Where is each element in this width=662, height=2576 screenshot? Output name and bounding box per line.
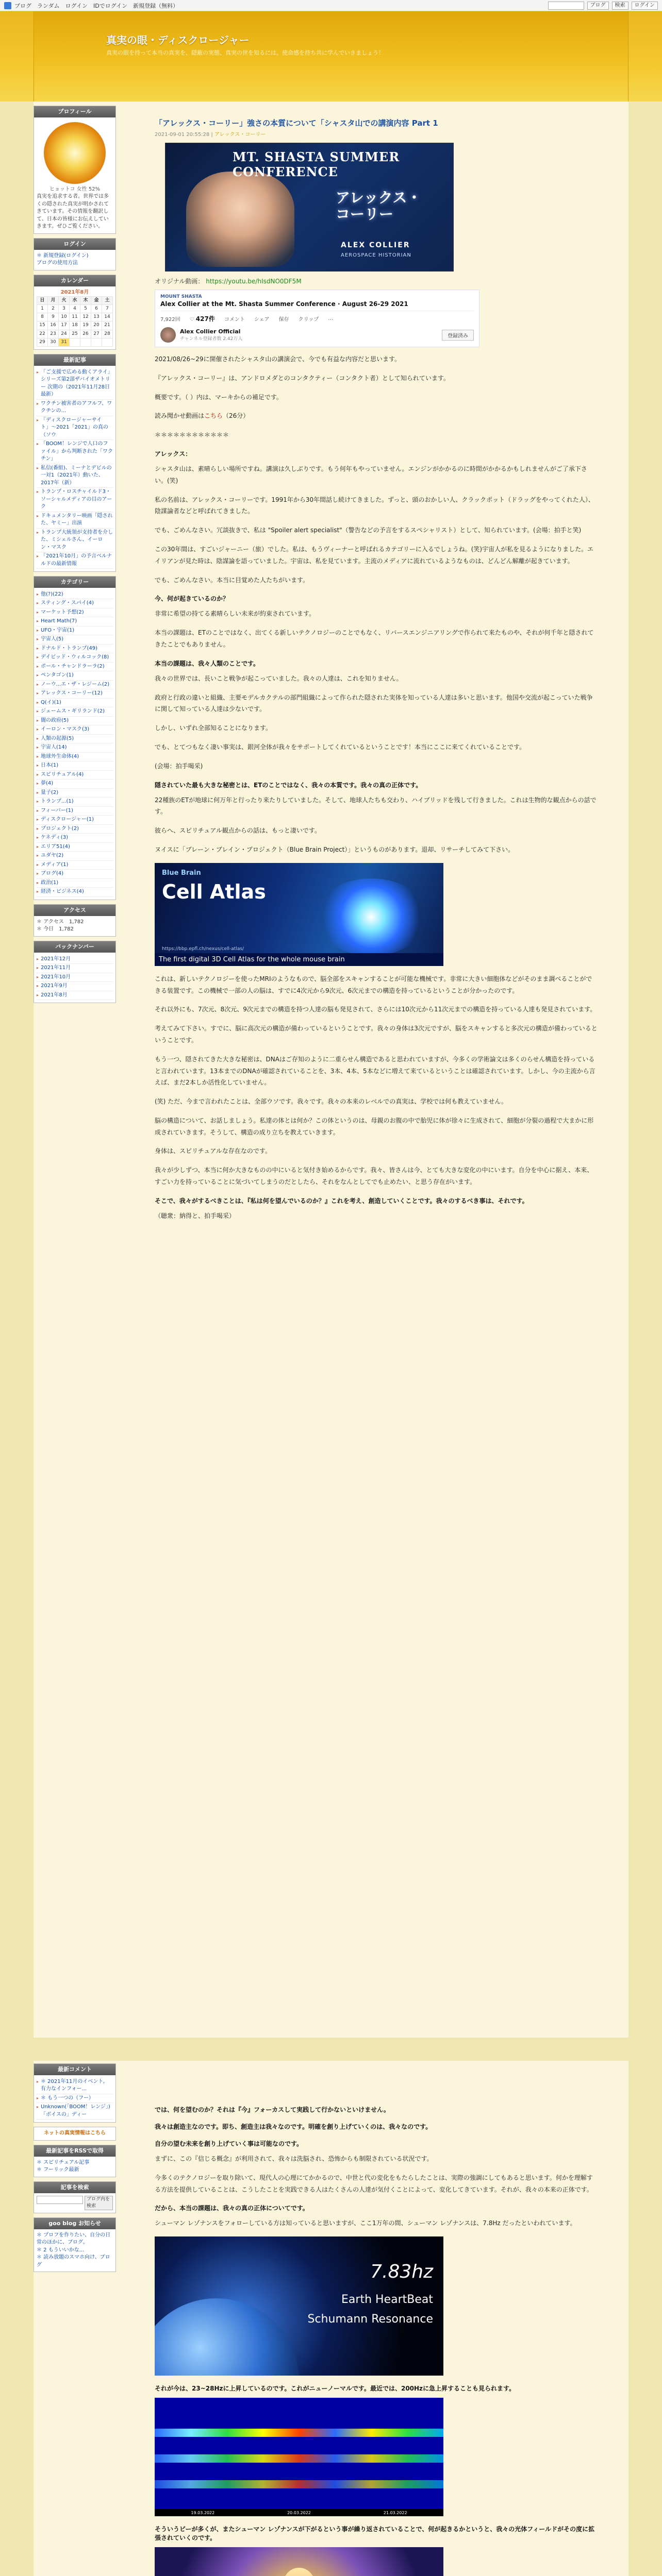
category-item[interactable]: ▸ ドナルド・トランプ(49) — [37, 645, 113, 654]
category-item[interactable]: ▸ フィーバー(1) — [37, 807, 113, 816]
profile-text: 真実を追求する者。世界では多くの隠された真実が明かされてきています。その情報を翻訳して、日本の皆様にお伝えしていきます。ぜひご覧ください。 — [37, 194, 109, 230]
paragraph: （聴衆：納得と、拍手喝采） — [155, 1212, 236, 1219]
category-item[interactable]: ▸ メディア(1) — [37, 861, 113, 870]
hero-katakana-1: アレックス・ — [336, 189, 422, 206]
spectrum-band — [155, 2454, 443, 2463]
paragraph: シャスタ山は、素晴らしい場所ですね。講演は久しぶりです。もう何年もやっていません。エンジンがかかるのに時間がかかるかもしれませんがご了承下さい。(笑) — [155, 465, 587, 484]
paragraph: 概要です。（ ）内は、マーキからの補足です。 — [155, 393, 283, 401]
schumann-image — [155, 2236, 443, 2376]
post-category-link[interactable]: アレックス・コーリー — [214, 132, 266, 138]
goo-news-title: goo blog お知らせ — [34, 2218, 115, 2229]
calendar-day[interactable]: 28 — [102, 330, 113, 338]
calendar-head — [37, 297, 113, 305]
paragraph: ヌイスに「ブレーン・ブレイン・プロジェクト（Blue Brain Project）」というものがあります。退却、リサーチしてみて下さい。 — [155, 845, 515, 853]
recent-post-item[interactable]: ▸ 「2021年10月」の予言ベルナルドの最新情報 — [37, 552, 113, 569]
category-item[interactable]: ▸ 量子(2) — [37, 789, 113, 798]
section-heading: だから、本当の課題は、我々の真の正体についてです。 — [155, 2205, 309, 2212]
original-label: オリジナル動画： — [155, 278, 204, 285]
calendar-day[interactable]: 26 — [80, 330, 91, 338]
calendar-day[interactable]: 8 — [37, 313, 48, 321]
share-button[interactable]: シェア — [254, 317, 270, 323]
read-label: 読み聞かせ動画は — [155, 412, 205, 420]
archive-item[interactable]: ▸ 2021年9月 — [37, 982, 113, 991]
calendar-day — [91, 338, 102, 346]
recent-post-item[interactable]: ▸ 「BOOM！レンジで人口のファイル」から判断された「ワクチン」 — [37, 440, 113, 464]
calendar-day[interactable]: 12 — [80, 313, 91, 321]
comments-list — [37, 2078, 113, 2120]
spectrum-band — [155, 2480, 443, 2488]
calendar-day — [102, 338, 113, 346]
blog-description: 真実の眼を持って本当の真実を、隠蔽の実態、真実の世を知るには。使命感を持ち共に学んでいきましょう！ — [106, 49, 384, 56]
comment-item[interactable]: ▸ ＊ もう一つの（フー） — [37, 2094, 113, 2104]
sidebar-lower — [34, 2063, 116, 2276]
subscribe-button[interactable]: 登録済み — [442, 330, 474, 341]
archive-item[interactable]: ▸ 2021年10月 — [37, 973, 113, 982]
recent-posts-box — [34, 354, 116, 572]
login-title: ログイン — [34, 239, 115, 250]
brain-glow — [315, 878, 428, 956]
goo-news-item[interactable]: ＊ 2 もういいかな... — [37, 2247, 85, 2253]
author-sub: チャンネル登録者数 2.42万人 — [180, 336, 243, 342]
calendar-day[interactable]: 24 — [59, 330, 70, 338]
access-title: アクセス — [34, 905, 115, 916]
paragraph: もう一つ、隠されてきた大きな秘密は、DNAはご存知のように二重らせん構造であると思われていますが、今多くの学術論文は多くのらせん構造を持っていると言われています。13本までのDNAが確認されていることを、3本、4本、5本などに増えて来ているということは確認されています。しかし、今の主流から言えば、まだ2本しか活性化していません。 — [155, 1055, 595, 1087]
calendar-day[interactable]: 1 — [37, 305, 48, 313]
category-item[interactable]: ▸ ノーウ...エ・ザ・レジーム(2) — [37, 681, 113, 690]
blog-search-button[interactable]: ブログ内を検索 — [85, 2196, 113, 2210]
calendar-day[interactable]: 14 — [102, 313, 113, 321]
blog-header — [0, 11, 662, 101]
calendar-day[interactable]: 6 — [91, 305, 102, 313]
calendar-day[interactable]: 11 — [70, 313, 80, 321]
hero-headline: MT. SHASTA SUMMER CONFERENCE — [233, 149, 400, 179]
calendar-week — [37, 313, 113, 321]
cell-atlas-url: https://bbp.epfl.ch/nexus/cell-atlas/ — [162, 946, 244, 952]
category-box — [34, 576, 116, 900]
comment-item[interactable]: ▸ Unknown(「BOOM！レンジ」)「ボイスの」ディー — [37, 2103, 113, 2120]
category-item[interactable]: ▸ 宇宙人(14) — [37, 743, 113, 753]
recent-list — [37, 368, 113, 569]
calendar-day[interactable]: 2 — [48, 305, 59, 313]
goo-logo-icon[interactable] — [4, 2, 11, 9]
paragraph: 政府と行政の違いと組織、主要モデルカクテルの部門組織によって作られた隠された実体を知っている人達は多いと思います。他国や交流が起こっていた戦争に関して知っている人達は少ないです。 — [155, 693, 593, 713]
paragraph: 我々の世界では、長いこと戦争が起こっていました。我々の人達は、これを知りません。 — [155, 674, 403, 682]
calendar-week — [37, 321, 113, 330]
profile-title: プロフィール — [34, 106, 115, 117]
recent-post-item[interactable]: ▸ ドキュメンタリー映画「隠された、ヤミー」出演 — [37, 512, 113, 529]
paragraph: 2021/08/26~29に開催されたシャスタ山の講演会で、今でも有益な内容だと思います。 — [155, 355, 401, 363]
category-item[interactable]: ▸ 経済・ビジネス(4) — [37, 888, 113, 897]
calendar-day[interactable]: 13 — [91, 313, 102, 321]
paragraph: 非常に希望の持てる素晴らしい未来が約束されています。 — [155, 610, 316, 618]
search-box — [34, 2181, 116, 2213]
category-item[interactable]: ▸ 人類の起源(5) — [37, 735, 113, 744]
comment-item[interactable]: ▸ ＊ 2021年11月のイベント。有力なインフォー... — [37, 2078, 113, 2094]
energy-body-image — [155, 2547, 443, 2576]
feed-item[interactable]: ＊ フーリック最新 — [37, 2167, 79, 2173]
paragraph: しかし、いずれ全部知ることになります。 — [155, 724, 272, 732]
calendar-day[interactable]: 7 — [102, 305, 113, 313]
speaker-heading: アレックス： — [155, 450, 192, 457]
paragraph: (笑) ただ、今まで言われたことは、全部ウソです。我々です。我々の本来のレベルでの真実は、学校では何も教えていません。 — [155, 1098, 507, 1106]
category-item[interactable]: ▸ スピリチュアル(4) — [37, 771, 113, 780]
feed-box — [34, 2145, 116, 2177]
hero-name: ALEX COLLIER — [341, 241, 410, 249]
calendar-body — [37, 305, 113, 346]
more-button[interactable]: … — [328, 316, 334, 321]
hero-katakana — [336, 190, 421, 223]
spectrogram-date: 20.03.2022 — [287, 2510, 311, 2515]
comments-title: 最新コメント — [34, 2064, 115, 2075]
paragraph: でも、とてつもなく凄い事実は、銀河全体が我々をサポートしてくれているということです！本当にここに来てくれていることです。 — [155, 743, 526, 751]
video-stats — [160, 311, 474, 323]
category-item[interactable]: ▸ Q(イ)(1) — [37, 699, 113, 708]
post-title[interactable]: 「アレックス・コーリー」強さの本質について「シャスタ山での講演内容 Part 1 — [155, 118, 438, 128]
cell-atlas-image — [155, 863, 443, 966]
cal-head-cell: 水 — [70, 297, 80, 305]
human-figure — [284, 2568, 315, 2576]
category-item[interactable]: ▸ スティング・スパイ(4) — [37, 599, 113, 608]
paragraph: 脳の構造について、お話しましょう。私達の体とは何か？この体というのは、母親のお腹の中で胎児に体が徐々に生成されて、細胞が分裂の過程で大まかに形成されていきます。そうして、構造の成り立ちを教えていきます。 — [155, 1116, 594, 1136]
login-box — [34, 238, 116, 270]
profile-box — [34, 106, 116, 234]
comment-button[interactable]: コメント — [224, 317, 245, 323]
category-item[interactable]: ▸ ブログ(4) — [37, 870, 113, 879]
calendar-week — [37, 305, 113, 313]
paragraph: 今多くのテクノロジーを取り除いて、現代人の心理にてかかるので、中世と代の変化をもたらしたことは、実際の強調にしてもあると思います。何かを理解する方法を提供していることは、こうしたことを実践できる人はたくさんの人達が気付くことによって、変化してきています。それが、我々の本来の正体です。 — [155, 2174, 593, 2193]
category-item[interactable]: ▸ 日本(1) — [37, 761, 113, 771]
category-title: カテゴリー — [34, 577, 115, 588]
category-item[interactable]: ▸ 闇の政府(5) — [37, 717, 113, 726]
category-item[interactable]: ▸ アレックス・コーリー(12) — [37, 689, 113, 699]
calendar-day[interactable]: 9 — [48, 313, 59, 321]
cal-head-cell: 木 — [80, 297, 91, 305]
calendar-day[interactable]: 30 — [48, 338, 59, 346]
video-tag: MOUNT SHASTA — [160, 294, 202, 299]
like-button[interactable]: ♡ 427件 — [189, 315, 215, 323]
category-item[interactable]: ▸ ペンタゴン(1) — [37, 671, 113, 681]
video-title[interactable]: Alex Collier at the Mt. Shasta Summer Conference · August 26-29 2021 — [160, 300, 408, 308]
blog-search-input[interactable] — [37, 2196, 83, 2204]
category-item[interactable]: ▸ プロジェクト(2) — [37, 825, 113, 834]
paragraph: (会場：拍手喝采) — [155, 762, 203, 770]
archive-box — [34, 941, 116, 1003]
schumann-freq: 7.83hz — [370, 2261, 433, 2283]
hero-katakana-2: コーリー — [336, 206, 394, 223]
calendar-week — [37, 330, 113, 338]
category-item[interactable]: ▸ ユダヤ(2) — [37, 852, 113, 861]
paragraph: まずに、この『信じる概念』が利用されて、我々は洗脳され、恐怖からも制限されている状況です。 — [155, 2155, 433, 2162]
section-heading: 今、何が起きているのか？ — [155, 595, 229, 603]
sidebar — [34, 106, 116, 1007]
recent-title: 最新記事 — [34, 354, 115, 366]
calendar-table — [37, 296, 113, 346]
archive-item[interactable]: ▸ 2021年8月 — [37, 991, 113, 1001]
topbar-links[interactable]: ブログ ランダム ログイン IDでログイン 新規登録（無料） — [14, 2, 179, 9]
paragraph-with-link — [155, 410, 598, 422]
archive-item[interactable]: ▸ 2021年12月 — [37, 955, 113, 964]
paragraph: 『アレックス・コーリー』は、アンドロメダとのコンタクティー（コンタクト者）として知られています。 — [155, 374, 450, 382]
category-item[interactable]: ▸ ディスクロージャー(1) — [37, 816, 113, 825]
category-item[interactable]: ▸ ジェームス・ギリランド(2) — [37, 707, 113, 717]
blog-header-inner — [34, 11, 628, 101]
login-link-register[interactable]: ＊ 新規登録(ログイン) — [37, 252, 89, 259]
spectrogram-axis — [155, 2509, 443, 2516]
category-item[interactable]: ▸ 宇宙人(5) — [37, 635, 113, 645]
archive-item[interactable]: ▸ 2021年11月 — [37, 964, 113, 973]
category-item[interactable]: ▸ 地球外生命体(4) — [37, 753, 113, 762]
calendar-box — [34, 275, 116, 350]
banner[interactable]: ネットの真実情報はこちら — [44, 2130, 106, 2137]
section-heading: それが今は、23~28Hzに上昇しているのです。これがニューノーマルです。最近では、200Hzに急上昇することも見られます。 — [155, 2385, 516, 2393]
spectrogram-date: 21.03.2022 — [383, 2510, 407, 2515]
recent-post-item[interactable]: ▸ ワクチン被害者のアフルフ、ワクチンの... — [37, 400, 113, 416]
cell-atlas-top: Blue Brain — [162, 869, 201, 877]
category-item[interactable]: ▸ ケネディ(3) — [37, 834, 113, 843]
topbar-search-button[interactable]: 検索 — [612, 2, 628, 10]
goo-news-box — [34, 2217, 116, 2272]
calendar-day[interactable]: 18 — [70, 321, 80, 330]
avatar[interactable] — [44, 122, 106, 184]
category-item[interactable]: ▸ トランプ...(1) — [37, 798, 113, 807]
calendar-day[interactable]: 29 — [37, 338, 48, 346]
article-continued — [155, 2097, 598, 2576]
schumann-line1: Earth HeartBeat — [341, 2293, 433, 2307]
calendar-day[interactable]: 16 — [48, 321, 59, 330]
calendar-month: 2021年8月 — [60, 289, 89, 295]
article — [155, 117, 598, 1229]
category-item[interactable]: ▸ 夢(4) — [37, 779, 113, 789]
calendar-day[interactable]: 21 — [102, 321, 113, 330]
paragraph: 22種族のETが地球に何万年と行ったり来たりしていました。そして、地球人たちも交わり、ハイブリッドを残して行きました。これは生物的な観点からの話です。 — [155, 796, 597, 816]
paragraph: それ以外にも、7次元、8次元、9次元までの構造を持つ人達の脳も発見されて、さらには10次元から11次元までの構造を持っている人達も発見されています。 — [155, 1006, 597, 1013]
category-item[interactable]: ▸ UFO・宇宙(1) — [37, 626, 113, 636]
recent-post-item[interactable]: ▸ トランプ・ロスチャイルド3・ソーシャルメディアの目のアーク — [37, 488, 113, 512]
paragraph: 私の名前は、アレックス・コーリーです。1991年から30年間話し続けてきました。ずっと、頭のおかしい人、クラックポット（ドラッグをやってくれた人）、陰謀論者などと呼ばれてきました。 — [155, 496, 594, 515]
video-author — [160, 327, 474, 343]
feed-title: 最新記事をRSSで取得 — [34, 2145, 115, 2157]
recent-post-item[interactable]: ▸ 「ディスクロージャーサイト」〜2021「2021」の真の（ソウ — [37, 416, 113, 440]
section-heading: では、何を望むのか？それは『今』フォーカスして実践して行かないといけません。 — [155, 2106, 390, 2113]
spectrogram-date: 19.03.2022 — [191, 2510, 215, 2515]
cal-head-cell: 金 — [91, 297, 102, 305]
hero-subtitle: AEROSPACE HISTORIAN — [341, 252, 411, 258]
post-meta — [155, 130, 598, 138]
earth-graphic — [155, 2298, 299, 2376]
feed-item[interactable]: ＊ スピリチュアル記事 — [37, 2159, 90, 2165]
calendar-day[interactable]: 19 — [80, 321, 91, 330]
paragraph: この30年間は、すごいジャーニー（旅）でした。私は、もうヴィーナーと呼ばれるカテゴリーに入るでしょうね。(笑)宇宙人が私を見るようになりました。エイリアンが見た時は、陰謀論を語っていました。宇宙は、私を見ています。主流のメディアに流れているようなものは、どんどん解離が起きています。 — [155, 545, 594, 565]
paragraph: 彼らへ、スピリチュアル観点からの話は、もっと凄いです。 — [155, 827, 321, 835]
cal-head-cell: 日 — [37, 297, 48, 305]
category-list — [37, 590, 113, 897]
cal-head-cell: 土 — [102, 297, 113, 305]
calendar-day[interactable]: 3 — [59, 305, 70, 313]
profile-meta: ヒョットコ 女性 52% — [49, 186, 101, 192]
paragraph: 考えてみて下さい。すでに、脳に高次元の構造が備わっているということです。我々の身体は3次元ですが、脳をスキャンすると多次元の構造が備わっているということです。 — [155, 1025, 598, 1044]
access-box — [34, 904, 116, 937]
blog-title[interactable]: 真実の眼・ディスクロージャー — [106, 34, 250, 46]
save-button[interactable]: 保存 — [278, 317, 289, 323]
schumann-line2: Schumann Resonance — [307, 2313, 433, 2326]
calendar-day[interactable]: 27 — [91, 330, 102, 338]
separator-stars: ＊＊＊＊＊＊＊＊＊＊＊＊ — [155, 431, 229, 439]
video-likes: 427件 — [195, 315, 215, 323]
hero-image — [165, 143, 454, 272]
topbar-search-input[interactable] — [548, 2, 584, 10]
category-item[interactable]: ▸ デイビッド・ウィルコック(8) — [37, 653, 113, 663]
calendar-day[interactable]: 25 — [70, 330, 80, 338]
author-avatar[interactable] — [160, 327, 176, 343]
category-item[interactable]: ▸ 政治(1) — [37, 879, 113, 888]
cal-head-cell: 月 — [48, 297, 59, 305]
paragraph: でも、ごめんなさい。本当に目覚めた人たちがいます。 — [155, 576, 309, 584]
access-today: ＊ 今日 1,782 — [37, 926, 74, 933]
login-link-howto[interactable]: ブログの使用方法 — [37, 260, 78, 266]
category-item[interactable]: ▸ エリア51(4) — [37, 843, 113, 852]
video-embed-card — [155, 290, 479, 347]
cal-head-cell: 火 — [59, 297, 70, 305]
spectrum-band — [155, 2429, 443, 2437]
calendar-day[interactable]: 5 — [80, 305, 91, 313]
paragraph: 本当の課題は、ETのことではなく、出てくる新しいテクノロジーのことでもなく、リバースエンジニアリングで作られて来たものや、それが何千年と隠されてきたことでもありません。 — [155, 629, 594, 648]
topbar-login-button[interactable]: ログイン — [632, 2, 658, 10]
section-heading: 隠されていた最も大きな秘密とは、ETのことではなく、我々の本質です。我々の真の正体です。 — [155, 781, 422, 789]
search-title: 記事を検索 — [34, 2182, 115, 2193]
access-total: ＊ アクセス 1,782 — [37, 919, 84, 925]
archive-title: バックナンバー — [34, 941, 115, 953]
banner-box — [34, 2127, 116, 2141]
category-item[interactable]: ▸ ポール・チャンドラーラ(2) — [37, 663, 113, 672]
archive-list — [37, 955, 113, 1001]
topbar-search-scope[interactable]: ブログ — [587, 2, 609, 10]
calendar-day — [70, 338, 80, 346]
comments-box — [34, 2063, 116, 2123]
calendar-week — [37, 338, 113, 346]
calendar-day[interactable]: 17 — [59, 321, 70, 330]
recent-post-item[interactable]: ▸ 「ご支援で広める動くアライ」シリーズ第2部ザバイオメトリー 次期の（2021年11月28日最新） — [37, 368, 113, 400]
video-views: 7,922回 — [160, 317, 180, 323]
paragraph: シューマン レゾナンスをフォローしている方は知っていると思いますが、ここ1万年の間、シューマン レゾナンスは、7.8Hz だったといわれています。 — [155, 2219, 576, 2227]
recent-post-item[interactable]: ▸ トランプ大統領が支持者を介した、ミシェルさん、イーロン・マスク — [37, 529, 113, 553]
paragraph: これは、新しいテクノロジーを使ったMRIのようなもので、脳全部をスキャンすることが可能な機械です。非常に大きい細胞体などがそのまま調べることができる装置です。この機械で一部の人の脳は、すでに4次元から9次元、6次元までの構造を持っているということが分かったのです。 — [155, 975, 592, 994]
clip-button[interactable]: クリップ — [298, 317, 319, 323]
calendar-day[interactable]: 23 — [48, 330, 59, 338]
goo-news-item[interactable]: ＊ 読み放題のスマホ向け、ブログ — [37, 2255, 110, 2268]
calendar-day[interactable]: 15 — [37, 321, 48, 330]
cell-atlas-title: Cell Atlas — [162, 880, 266, 903]
recent-post-item[interactable]: ▸ 私信(番組)、ミーナとデビルの一対1（2021年）動いた、2017年（新） — [37, 464, 113, 488]
calendar-day[interactable]: 10 — [59, 313, 70, 321]
section-heading: 本当の課題は、我々人類のことです。 — [155, 659, 260, 667]
paragraph: でも、ごめんなさい。冗談抜きで、私は "Spoiler alert specialist"（警告などの予言をするスペシャリスト）として、知られています。(会場：拍手と笑) — [155, 527, 582, 534]
calendar-title: カレンダー — [34, 275, 115, 286]
calendar-day[interactable]: 20 — [91, 321, 102, 330]
goo-news-item[interactable]: ＊ プロフを作りたい、自分の日常のほかに、ブログ。 — [37, 2232, 111, 2246]
spectrogram-image — [155, 2398, 443, 2516]
section-heading: 自分の望む未来を創り上げていく事は可能なのです。 — [155, 2140, 303, 2147]
calendar-day[interactable]: 22 — [37, 330, 48, 338]
paragraph: 我々が少しずつ、本当に何か大きなものの中にいると気付き始めるからです。我々、皆さんは今、とても大きな変化の中にいます。自分を中心に据え、本来、すごい力を持っていることに気づいてしまうのだとしたら、それをなんとしてでも止めたい、と思う存在がいます。 — [155, 1166, 593, 1186]
speaker-photo — [186, 172, 294, 267]
post-date: 2021-09-01 20:55:28 | — [155, 132, 213, 138]
calendar-day[interactable]: 31 — [59, 338, 70, 346]
read-tail: （26分） — [223, 412, 250, 420]
browser-topbar — [0, 0, 662, 11]
section-heading: そういうビーが多くが、またシューマン レゾナンスが下がるという事が繰り返されていることで、何が起きるかというと、我々の光体フィールドがその度に拡張されていくのです。 — [155, 2526, 595, 2542]
read-link[interactable]: こちら — [204, 412, 223, 420]
cell-atlas-caption: The first digital 3D Cell Atlas for the whole mouse brain — [155, 953, 443, 966]
calendar-day[interactable]: 4 — [70, 305, 80, 313]
section-heading: 我々は創造主なのです。即ち、創造主は我々なのです。明確を創り上げていくのは、我々なのです。 — [155, 2123, 432, 2130]
category-item[interactable]: ▸ マーケット予想(2) — [37, 608, 113, 618]
paragraph: 身体は、スピリチュアルな存在なのです。 — [155, 1147, 271, 1155]
author-name[interactable]: Alex Collier Official — [180, 328, 241, 335]
category-item[interactable]: ▸ Heart Math(7) — [37, 617, 113, 626]
category-item[interactable]: ▸ イーロン・マスク(3) — [37, 725, 113, 735]
calendar-day — [80, 338, 91, 346]
original-video-link[interactable]: https://youtu.be/hIsdNO0DF5M — [206, 278, 302, 285]
category-item[interactable]: ▸ 他(?)(22) — [37, 590, 113, 600]
section-heading: そこで、我々がするべきことは、『私は何を望んでいるのか？』これを考え、創造していくことです。我々のするべき事は、それです。 — [155, 1197, 528, 1205]
original-video-line — [155, 277, 598, 285]
